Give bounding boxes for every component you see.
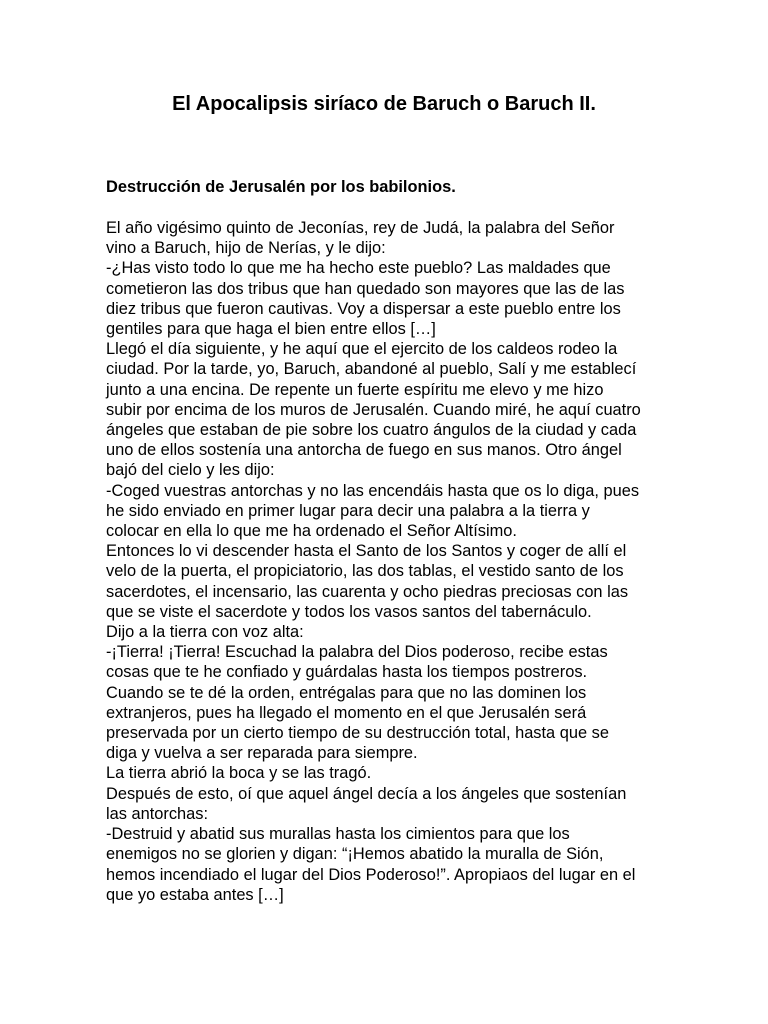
body-line: -Destruid y abatid sus murallas hasta los cimientos para que los xyxy=(106,825,570,844)
body-line: que yo estaba antes […] xyxy=(106,885,284,904)
body-line: diez tribus que fueron cautivas. Voy a dispersar a este pueblo entre los xyxy=(106,299,621,318)
body-line: preservada por un cierto tiempo de su destrucción total, hasta que se xyxy=(106,724,609,743)
body-line: enemigos no se glorien y digan: “¡Hemos abatido la muralla de Sión, xyxy=(106,845,604,864)
body-line: que se viste el sacerdote y todos los vasos santos del tabernáculo. xyxy=(106,602,592,621)
body-line: subir por encima de los muros de Jerusalén. Cuando miré, he aquí cuatro xyxy=(106,400,641,419)
body-line: diga y vuelva a ser reparada para siempre. xyxy=(106,744,418,763)
body-line: ángeles que estaban de pie sobre los cuatro ángulos de la ciudad y cada xyxy=(106,421,637,440)
body-line: Cuando se te dé la orden, entrégalas para que no las dominen los xyxy=(106,683,587,702)
body-line: gentiles para que haga el bien entre ellos […] xyxy=(106,320,436,339)
body-line: Dijo a la tierra con voz alta: xyxy=(106,623,304,642)
body-line: hemos incendiado el lugar del Dios Poderoso!”. Apropiaos del lugar en el xyxy=(106,865,636,884)
body-line: extranjeros, pues ha llegado el momento en el que Jerusalén será xyxy=(106,703,587,722)
body-line: ciudad. Por la tarde, yo, Baruch, abandoné al pueblo, Salí y me establecí xyxy=(106,360,637,379)
section-heading: Destrucción de Jerusalén por los babilonios. xyxy=(106,178,456,196)
body-line: El año vigésimo quinto de Jeconías, rey de Judá, la palabra del Señor xyxy=(106,219,615,237)
body-line: Llegó el día siguiente, y he aquí que el ejercito de los caldeos rodeo la xyxy=(106,340,618,359)
body-line: bajó del cielo y les dijo: xyxy=(106,461,275,480)
document-title: El Apocalipsis siríaco de Baruch o Baruch II. xyxy=(172,93,596,115)
body-line: sacerdotes, el incensario, las cuarenta y ocho piedras preciosas con las xyxy=(106,582,629,601)
body-line: junto a una encina. De repente un fuerte espíritu me elevo y me hizo xyxy=(106,380,604,399)
body-text xyxy=(106,218,666,905)
body-line: he sido enviado en primer lugar para decir una palabra a la tierra y xyxy=(106,501,590,520)
body-line: -¡Tierra! ¡Tierra! Escuchad la palabra del Dios poderoso, recibe estas xyxy=(106,643,608,662)
body-line: cometieron las dos tribus que han quedado son mayores que las de las xyxy=(106,279,625,298)
body-line: Entonces lo vi descender hasta el Santo de los Santos y coger de allí el xyxy=(106,542,627,561)
body-line: las antorchas: xyxy=(106,804,209,823)
body-line: -Coged vuestras antorchas y no las encendáis hasta que os lo diga, pues xyxy=(106,481,640,500)
body-line: -¿Has visto todo lo que me ha hecho este pueblo? Las maldades que xyxy=(106,259,611,278)
body-line: vino a Baruch, hijo de Nerías, y le dijo: xyxy=(106,239,386,258)
body-line: La tierra abrió la boca y se las tragó. xyxy=(106,764,372,783)
body-line: Después de esto, oí que aquel ángel decía a los ángeles que sostenían xyxy=(106,784,627,803)
body-line: velo de la puerta, el propiciatorio, las dos tablas, el vestido santo de los xyxy=(106,562,624,581)
body-line: colocar en ella lo que me ha ordenado el Señor Altísimo. xyxy=(106,522,517,541)
body-line: uno de ellos sostenía una antorcha de fuego en sus manos. Otro ángel xyxy=(106,441,622,460)
body-line: cosas que te he confiado y guárdalas hasta los tiempos postreros. xyxy=(106,663,588,682)
